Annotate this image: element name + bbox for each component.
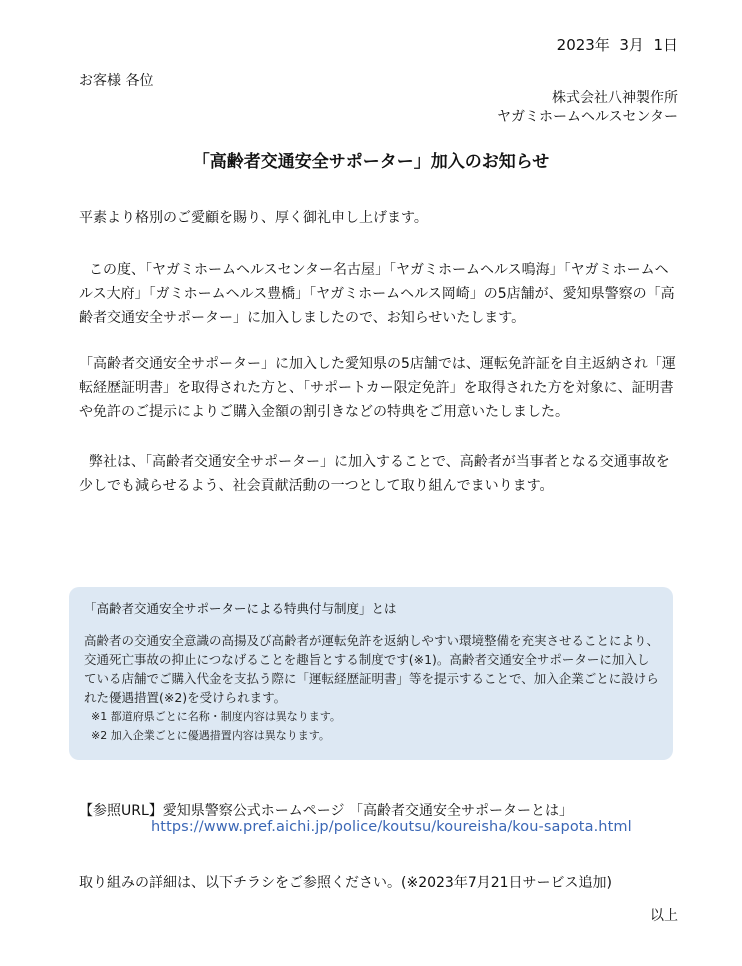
info-box-heading: 「高齢者交通安全サポーターによる特典付与制度」とは xyxy=(84,601,397,616)
info-box-note-2: ※2 加入企業ごとに優遇措置内容は異なります。 xyxy=(91,729,330,742)
details-note: 取り組みの詳細は、以下チラシをご参照ください。(※2023年7月21日サービス追加) xyxy=(79,875,613,891)
company-name: 株式会社八神製作所 xyxy=(552,90,678,106)
info-box-body: 高齢者の交通安全意識の高揚及び高齢者が運転免許を返納しやすい環境整備を充実させることにより、 交通死亡事故の抑止につなげることを趣旨とする制度です(※1)。高齢者交通安全サポーターに加入している店舗でご購入代金を支払う際に「運転経歴証明書」等を提示することで、加入企業ごとに設けられた優遇措置(※2)を受けられます。 xyxy=(84,633,666,705)
closing-mark: 以上 xyxy=(650,908,678,924)
page-title: 「高齢者交通安全サポーター」加入のお知らせ xyxy=(192,152,550,172)
info-box xyxy=(69,587,673,760)
paragraph-benefits: 「高齢者交通安全サポーター」に加入した愛知県の5店舗では、運転免許証を自主返納され「運転経歴証明書」を取得された方と、「サポートカー限定免許」を取得された方を対象に、証明書や免許のご提示によりご購入金額の割引きなどの特典をご用意いたしました。 xyxy=(79,356,676,420)
document-date: 2023年 3月 1日 xyxy=(556,36,678,54)
reference-label: 【参照URL】愛知県警察公式ホームページ 「高齢者交通安全サポーターとは」 xyxy=(79,803,573,819)
department-name: ヤガミホームヘルスセンター xyxy=(496,109,678,125)
paragraph-announcement: この度、「ヤガミホームヘルスセンター名古屋」「ヤガミホームヘルス鳴海」「ヤガミホームヘルス大府」「ガミホームヘルス豊橋」「ヤガミホームヘルス岡崎」の5店舗が、愛知県警察の「高齢者交通安全サポーター」に加入しましたので、お知らせいたします。 xyxy=(79,262,675,326)
paragraph-greeting: 平素より格別のご愛顧を賜り、厚く御礼申し上げます。 xyxy=(79,210,428,226)
info-box-note-1: ※1 都道府県ごとに名称・制度内容は異なります。 xyxy=(91,710,341,723)
reference-url-link[interactable]: https://www.pref.aichi.jp/police/koutsu/koureisha/kou-sapota.html xyxy=(151,819,632,835)
sender-block xyxy=(497,89,678,127)
salutation: お客様 各位 xyxy=(79,73,154,89)
paragraph-commitment: 弊社は、「高齢者交通安全サポーター」に加入することで、高齢者が当事者となる交通事故を少しでも減らせるよう、社会貢献活動の一つとして取り組んでまいります。 xyxy=(79,454,670,494)
